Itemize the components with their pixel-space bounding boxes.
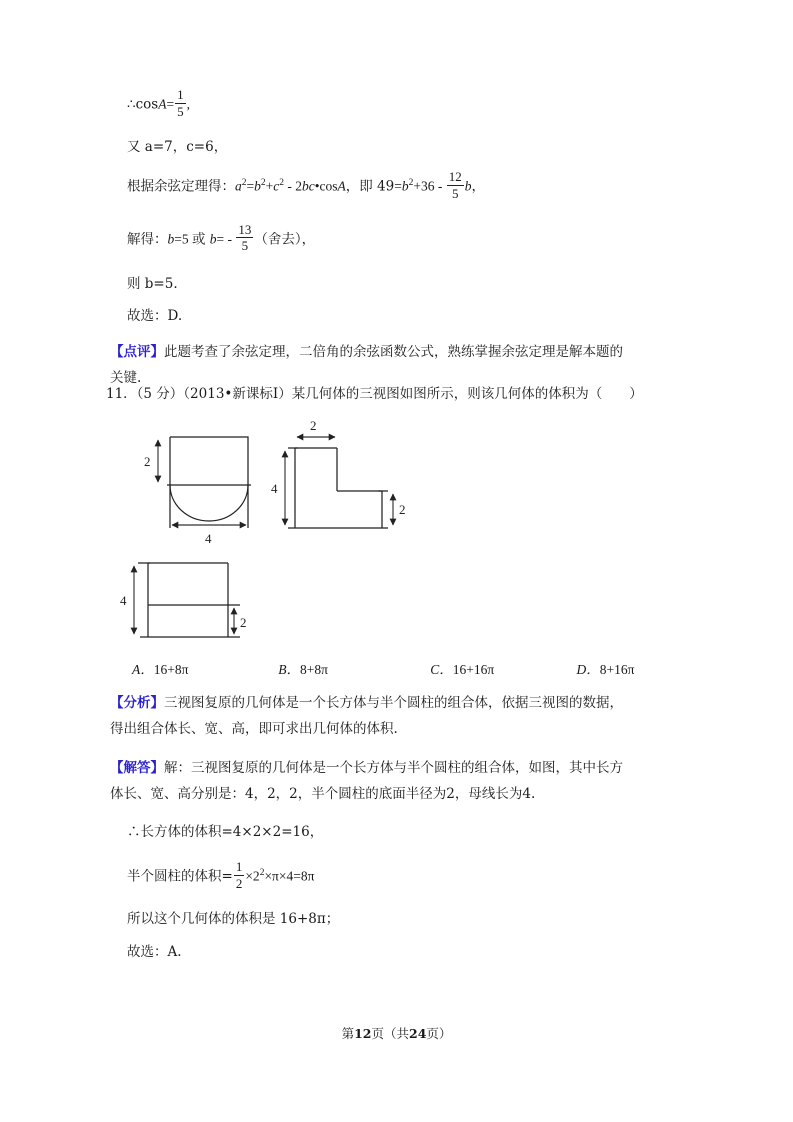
- formula-b-tail: b: [464, 178, 472, 194]
- fraction-numerator: 1: [177, 87, 184, 102]
- formula-comma: ，: [471, 178, 485, 195]
- footer-suffix: 页）: [426, 1026, 452, 1041]
- solution-line-b-result: 则 b=5.: [127, 275, 178, 292]
- front-view-width-label: 4: [205, 531, 212, 546]
- formula-eq2: =: [394, 178, 402, 194]
- comment-text-line2: 关键.: [110, 369, 142, 386]
- footer-prefix: 第: [341, 1026, 355, 1041]
- answer-text-line1: 三视图复原的几何体是一个长方体与半个圆柱的组合体，如图，其中长方: [191, 760, 623, 776]
- trailing-comma: ,: [186, 96, 190, 112]
- exponent-2c: 2: [279, 178, 284, 189]
- answer-line-final-choice: 故选：A.: [127, 944, 182, 961]
- formula-var-c: c: [273, 178, 280, 194]
- analysis-tag: 【分析】: [110, 695, 164, 711]
- solve-eq2: = -: [216, 231, 236, 247]
- formula-plus: +: [265, 178, 274, 194]
- fraction-numerator: 12: [448, 169, 462, 185]
- formula-A: A: [337, 178, 346, 194]
- analysis-and-answer-block: [110, 690, 700, 975]
- footer-page-number: 12: [354, 1026, 372, 1041]
- formula-plus36: +36 -: [413, 178, 446, 194]
- fraction-denominator: 5: [451, 185, 459, 201]
- fraction-thirteen-fifths: [236, 223, 253, 253]
- equals-sign: =: [166, 96, 175, 112]
- option-d[interactable]: [577, 658, 692, 678]
- option-d-letter: D．: [576, 662, 600, 677]
- solution-line-cosine-law: [110, 170, 690, 200]
- answer-line-cylinder-volume: [110, 860, 700, 890]
- side-view-group: [288, 448, 388, 528]
- cylinder-volume-tail-a: ×2: [245, 868, 260, 884]
- formula-dot-cos: •cos: [314, 178, 338, 194]
- formula-var-a: a: [235, 178, 242, 194]
- therefore-cos-prefix: ∴cos: [127, 96, 159, 113]
- cosine-law-lead: 根据余弦定理得：: [127, 178, 235, 195]
- answer-text-line2: 体长、宽、高分别是：4，2，2，半个圆柱的底面半径为2，母线长为4.: [110, 786, 536, 802]
- exponent-2: 2: [241, 178, 247, 189]
- option-b-letter: B．: [278, 662, 300, 677]
- fraction-denominator: 5: [177, 103, 184, 119]
- page-footer: [0, 1024, 793, 1042]
- front-view-group: [167, 437, 251, 528]
- solution-line-cosA: [110, 88, 690, 118]
- analysis-text-line1: 三视图复原的几何体是一个长方体与半个圆柱的组合体，依据三视图的数据，: [164, 695, 623, 711]
- answer-options-row: [132, 658, 692, 678]
- solution-line-solve: [110, 223, 690, 253]
- option-c-letter: C．: [430, 662, 453, 677]
- option-b[interactable]: [278, 658, 430, 678]
- option-a-letter: A．: [132, 662, 154, 677]
- comment-tag: 【点评】: [110, 343, 164, 360]
- formula-ji: ，即 49: [345, 178, 395, 195]
- solve-lead: 解得：: [127, 231, 168, 248]
- option-c-value: 16+16π: [452, 662, 495, 677]
- exponent-2e: 2: [259, 868, 265, 879]
- answer-line-cuboid-volume: ∴长方体的体积=4×2×2=16，: [127, 824, 324, 840]
- fraction-numerator: 13: [238, 221, 252, 237]
- fraction-one-half: [234, 860, 245, 890]
- answer-tag: 【解答】: [110, 760, 164, 776]
- answer-lead: 解：: [164, 760, 191, 776]
- solve-b2: b: [209, 231, 217, 247]
- fraction-twelve-fifths: [447, 170, 464, 200]
- top-view-left-height-label: 4: [120, 593, 127, 608]
- three-view-drawing: [110, 415, 690, 660]
- solution-line-given-values: 又 a=7，c=6，: [127, 139, 228, 156]
- solve-eq1: =5: [174, 231, 192, 247]
- answer-block: [110, 755, 700, 807]
- option-a[interactable]: [132, 658, 278, 678]
- formula-var-b: b: [254, 178, 261, 194]
- cylinder-volume-tail-b: ×π×4=8π: [264, 868, 315, 884]
- side-view-left-height-label: 4: [271, 481, 278, 496]
- analysis-text-line2: 得出组合体长、宽、高，即可求出几何体的体积.: [110, 721, 398, 737]
- fraction-numerator: 1: [235, 859, 243, 874]
- option-b-value: 8+8π: [300, 662, 328, 677]
- top-view-right-height-label: 2: [240, 615, 247, 630]
- answer-line-total-volume: 所以这个几何体的体积是 16+8π；: [127, 911, 340, 928]
- front-view-height-label: 2: [144, 454, 151, 469]
- solve-discard: （舍去），: [254, 231, 316, 248]
- variable-A: A: [158, 96, 167, 112]
- exponent-2b: 2: [260, 178, 266, 189]
- comment-text-line1: 此题考查了余弦定理，二倍角的余弦函数公式，熟练掌握余弦定理是解本题的: [164, 343, 623, 360]
- question-11-header: 11．（5 分）（2013•新课标Ⅰ）某几何体的三视图如图所示，则该几何体的体积为（ ）: [106, 386, 643, 402]
- three-view-figures: [110, 415, 690, 655]
- formula-var-b2: b: [401, 178, 409, 194]
- side-view-right-height-label: 2: [399, 502, 406, 517]
- fraction-one-fifth: [175, 88, 186, 118]
- cylinder-volume-lead: 半个圆柱的体积=: [127, 868, 233, 885]
- formula-equals: =: [246, 178, 255, 194]
- solve-b1: b: [167, 231, 175, 247]
- solve-or: 或: [192, 231, 210, 248]
- solution-top-block: [110, 88, 690, 404]
- fraction-denominator: 5: [241, 238, 249, 254]
- fraction-denominator: 2: [235, 875, 243, 891]
- footer-middle: 页（共: [371, 1026, 409, 1041]
- top-view-group: [138, 563, 240, 637]
- option-d-value: 8+16π: [599, 662, 635, 677]
- formula-minus-2bc: - 2: [284, 178, 302, 194]
- option-c[interactable]: [430, 658, 576, 678]
- exponent-2d: 2: [408, 178, 414, 189]
- formula-bc: bc: [302, 178, 315, 194]
- solution-line-choice: 故选：D.: [127, 307, 183, 324]
- analysis-block: [110, 690, 700, 742]
- option-a-value: 16+8π: [153, 662, 189, 677]
- side-view-top-width-label: 2: [310, 418, 317, 433]
- footer-total-pages: 24: [409, 1026, 427, 1041]
